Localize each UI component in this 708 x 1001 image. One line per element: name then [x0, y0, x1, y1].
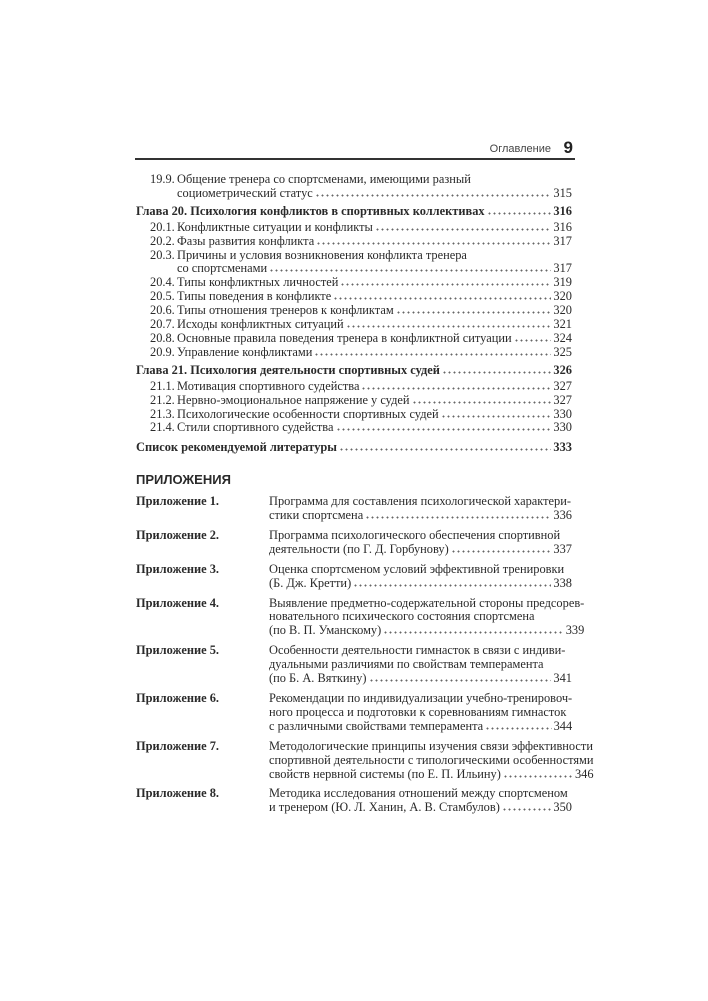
toc-line — [150, 380, 572, 394]
toc-line — [269, 543, 572, 557]
entry-text: дуальными различиями по свойствам темперамента — [269, 657, 544, 672]
page-ref: 324 — [553, 330, 572, 345]
page-ref: 315 — [553, 185, 572, 200]
toc-line — [269, 563, 572, 577]
toc-line — [136, 364, 572, 378]
toc-line — [269, 692, 572, 706]
toc-line — [150, 187, 572, 201]
toc-entry — [136, 408, 572, 422]
page-ref: 346 — [574, 766, 594, 781]
entry-text: стики спортсмена — [269, 508, 364, 523]
toc-entry — [136, 173, 572, 201]
appendix-entry — [136, 738, 594, 782]
dot-leader — [346, 320, 552, 328]
toc-line — [269, 672, 572, 686]
page-ref: 327 — [553, 378, 572, 393]
entry-text: Типы поведения в конфликте — [177, 289, 332, 304]
dot-leader — [353, 579, 551, 587]
page-ref: 339 — [565, 623, 585, 638]
entry-text: Список рекомендуемой литературы — [136, 440, 337, 455]
toc-entry — [136, 249, 572, 277]
entry-text: (Б. Дж. Кретти) — [269, 575, 352, 590]
entry-text: (по В. П. Уманскому) — [269, 623, 382, 638]
entry-text: Методологические принципы изучения связи эффективности — [269, 738, 593, 753]
appendix-label: Приложение 8. — [136, 786, 219, 801]
entry-text: Мотивация спортивного судейства — [177, 378, 360, 393]
entry-text: Управление конфликтами — [177, 344, 313, 359]
dot-leader — [375, 223, 552, 231]
dot-leader — [314, 348, 551, 356]
toc-line — [269, 577, 572, 591]
page-ref: 317 — [553, 261, 572, 276]
entry-text: Программа психологического обеспечения спортивной — [269, 527, 561, 542]
toc-entry — [136, 421, 572, 435]
bibliography-entry — [136, 441, 572, 455]
section-number: 21.1. — [150, 378, 175, 393]
toc-line — [269, 754, 594, 768]
entry-text: Программа для составления психологической характери- — [269, 494, 572, 509]
toc-entry — [136, 221, 572, 235]
appendix-label: Приложение 4. — [136, 595, 219, 610]
appendix-body — [269, 529, 572, 557]
toc-line — [150, 173, 572, 187]
toc-line — [269, 597, 584, 611]
entry-text: спортивной деятельности с типологическими особенностями — [269, 752, 594, 767]
section-number: 20.7. — [150, 317, 175, 332]
dot-leader — [269, 264, 551, 272]
dot-leader — [365, 511, 551, 519]
toc-entry — [136, 304, 572, 318]
toc-entry — [136, 318, 572, 332]
page-number: 9 — [563, 138, 573, 157]
dot-leader — [316, 237, 551, 245]
dot-leader — [315, 189, 552, 197]
page-ref: 344 — [553, 718, 573, 733]
appendix-entry — [136, 563, 572, 591]
section-number: 21.2. — [150, 392, 175, 407]
entry-text: Психологические особенности спортивных судей — [177, 406, 439, 421]
dot-leader — [487, 207, 552, 215]
toc-line — [269, 787, 572, 801]
dot-leader — [412, 396, 552, 404]
dot-leader — [339, 443, 551, 451]
section-number: 20.2. — [150, 233, 175, 248]
toc-line — [150, 318, 572, 332]
appendix-body — [269, 597, 584, 639]
entry-text: ного процесса и подготовки к соревнованиям гимнасток — [269, 704, 567, 719]
page-ref: 317 — [553, 233, 572, 248]
entry-text: Типы конфликтных личностей — [177, 275, 339, 290]
toc-entry — [136, 235, 572, 249]
toc-line — [269, 610, 584, 624]
dot-leader — [441, 410, 552, 418]
section-number: 21.3. — [150, 406, 175, 421]
dot-leader — [451, 545, 552, 553]
dot-leader — [361, 382, 551, 390]
entry-text: Рекомендации по индивидуализации учебно-тренировоч- — [269, 691, 573, 705]
entry-text: Выявление предметно-содержательной стороны предсорев- — [269, 595, 585, 610]
section-number: 21.4. — [150, 420, 175, 435]
entry-text: деятельности (по Г. Д. Горбунову) — [269, 541, 449, 556]
page-ref: 337 — [553, 541, 572, 556]
dot-leader — [514, 334, 552, 342]
toc-entry — [136, 346, 572, 360]
section-number: 20.4. — [150, 275, 175, 290]
toc-line — [150, 290, 572, 304]
appendix-body — [269, 495, 572, 523]
page-ref: 333 — [553, 440, 572, 455]
page-ref: 341 — [553, 671, 572, 686]
entry-text: Стили спортивного судейства — [177, 420, 334, 435]
entry-text: Глава 21. Психология деятельности спортивных судей — [136, 362, 440, 377]
toc-line — [269, 658, 572, 672]
entry-text: и тренером (Ю. Л. Ханин, А. В. Стамбулов) — [269, 800, 500, 815]
toc-entry — [136, 276, 572, 290]
page-ref: 350 — [553, 800, 572, 815]
page-ref: 330 — [553, 406, 572, 421]
entry-text: свойств нервной системы (по Е. П. Ильину) — [269, 766, 501, 781]
toc-entry — [136, 394, 572, 408]
entry-text: Нервно-эмоциональное напряжение у судей — [177, 392, 410, 407]
chapter-entry — [136, 205, 572, 219]
entry-text: со спортсменами — [177, 261, 268, 276]
appendix-label: Приложение 1. — [136, 494, 219, 509]
entry-text: Исходы конфликтных ситуаций — [177, 317, 344, 332]
entry-text: социометрический статус — [177, 185, 313, 200]
section-number: 20.9. — [150, 344, 175, 359]
entry-text: Типы отношения тренеров к конфликтам — [177, 303, 394, 318]
toc-line — [150, 235, 572, 249]
appendix-entry — [136, 529, 572, 557]
running-header-title: Оглавление — [489, 143, 551, 155]
toc-line — [150, 332, 572, 346]
appendix-entry — [136, 692, 572, 734]
toc-line — [150, 276, 572, 290]
dot-leader — [485, 722, 551, 730]
table-of-contents — [136, 172, 594, 821]
section-number: 19.9. — [150, 172, 175, 186]
appendix-body — [269, 692, 572, 734]
dot-leader — [340, 278, 551, 286]
entry-text: Оценка спортсменом условий эффективной тренировки — [269, 561, 565, 576]
page-ref: 327 — [553, 392, 572, 407]
toc-line — [150, 304, 572, 318]
appendix-label: Приложение 5. — [136, 643, 219, 658]
dot-leader — [383, 626, 563, 634]
toc-line — [150, 421, 572, 435]
entry-text: Причины и условия возникновения конфликта тренера — [177, 247, 467, 262]
entry-text: Глава 20. Психология конфликтов в спортивных коллективах — [136, 203, 485, 218]
page-ref: 325 — [553, 344, 572, 359]
appendix-label: Приложение 6. — [136, 691, 219, 705]
toc-line — [269, 720, 572, 734]
page-ref: 320 — [553, 303, 572, 318]
appendix-body — [269, 740, 594, 782]
toc-line — [150, 394, 572, 408]
entry-text: Общение тренера со спортсменами, имеющими разный — [177, 172, 471, 186]
section-number: 20.1. — [150, 219, 175, 234]
toc-line — [150, 346, 572, 360]
dot-leader — [503, 770, 573, 778]
dot-leader — [333, 292, 551, 300]
appendix-entry — [136, 644, 572, 686]
toc-line — [269, 529, 572, 543]
dot-leader — [369, 674, 552, 682]
entry-text: Методика исследования отношений между спортсменом — [269, 786, 568, 801]
toc-line — [150, 262, 572, 276]
entry-text: (по Б. А. Вяткину) — [269, 671, 367, 686]
toc-line — [136, 441, 572, 455]
page-ref: 336 — [553, 508, 572, 523]
toc-line — [269, 509, 572, 523]
toc-line — [150, 221, 572, 235]
toc-line — [150, 249, 572, 263]
running-header — [135, 140, 575, 160]
toc-line — [136, 205, 572, 219]
appendix-label: Приложение 3. — [136, 561, 219, 576]
entry-text: Фазы развития конфликта — [177, 233, 315, 248]
appendix-entry — [136, 495, 572, 523]
page-ref: 319 — [553, 275, 572, 290]
toc-line — [150, 408, 572, 422]
chapter-entry — [136, 364, 572, 378]
section-number: 20.3. — [150, 247, 175, 262]
appendix-entry — [136, 787, 572, 815]
dot-leader — [502, 803, 552, 811]
toc-line — [269, 768, 594, 782]
page-ref: 338 — [553, 575, 572, 590]
toc-line — [269, 624, 584, 638]
toc-entry — [136, 290, 572, 304]
page-ref: 326 — [553, 362, 572, 377]
appendix-label: Приложение 7. — [136, 738, 219, 753]
page-ref: 330 — [553, 420, 572, 435]
page-ref: 320 — [553, 289, 572, 304]
toc-line — [269, 706, 572, 720]
toc-line — [269, 644, 572, 658]
section-number: 20.8. — [150, 330, 175, 345]
entry-text: с различными свойствами темперамента — [269, 718, 484, 733]
section-number: 20.6. — [150, 303, 175, 318]
entry-text: Основные правила поведения тренера в конфликтной ситуации — [177, 330, 512, 345]
page-ref: 316 — [553, 219, 572, 234]
entry-text: Особенности деятельности гимнасток в связи с индиви- — [269, 643, 566, 658]
section-number: 20.5. — [150, 289, 175, 304]
appendices-heading: ПРИЛОЖЕНИЯ — [136, 472, 231, 488]
dot-leader — [396, 306, 552, 314]
dot-leader — [442, 366, 551, 374]
toc-entry — [136, 332, 572, 346]
page-ref: 321 — [553, 317, 572, 332]
entry-text: Конфликтные ситуации и конфликты — [177, 219, 373, 234]
entry-text: новательного психического состояния спортсмена — [269, 609, 535, 624]
appendix-entry — [136, 595, 585, 639]
page-ref: 316 — [553, 203, 572, 218]
toc-line — [269, 801, 572, 815]
appendix-body — [269, 563, 572, 591]
toc-line — [269, 495, 572, 509]
toc-entry — [136, 380, 572, 394]
toc-line — [269, 740, 594, 754]
appendix-body — [269, 787, 572, 815]
appendix-label: Приложение 2. — [136, 527, 219, 542]
appendix-body — [269, 644, 572, 686]
dot-leader — [336, 423, 552, 431]
